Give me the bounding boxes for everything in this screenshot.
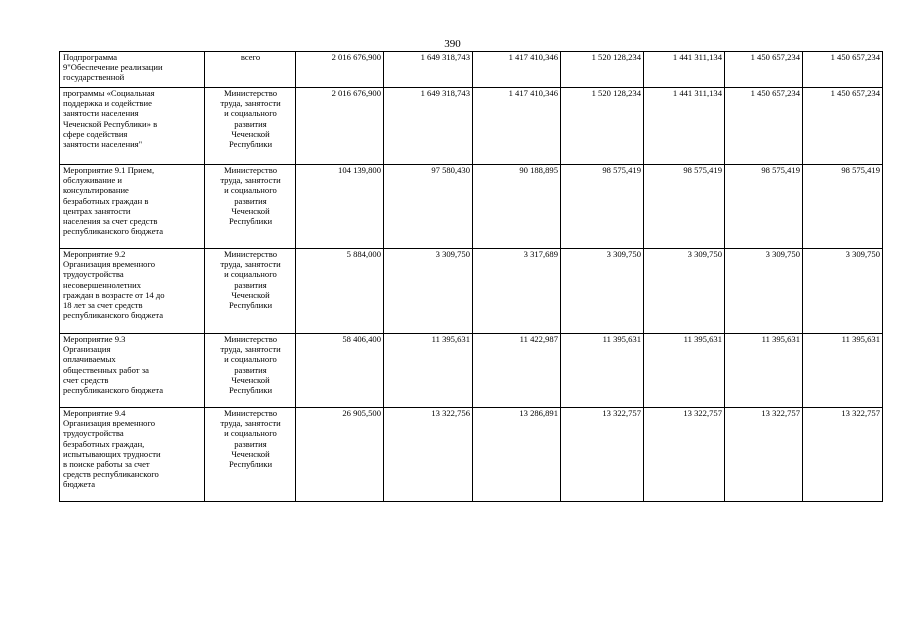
amount-cell: 98 575,419 [561,165,644,249]
amount-cell: 58 406,400 [296,334,384,408]
amount-cell: 5 884,000 [296,249,384,334]
amount-cell: 1 649 318,743 [384,88,473,165]
amount-cell: 1 520 128,234 [561,52,644,88]
budget-table [59,51,883,502]
executor-line: Чеченской [231,374,270,385]
table-row [60,88,883,165]
program-name-line: оплачиваемых [63,354,116,365]
executor-cell [205,88,296,165]
program-name-line: в поиске работы за счет [63,459,150,470]
program-name-line: 18 лет за счет средств [63,300,143,311]
executor-line: развития [234,364,267,375]
executor-line: труда, занятости [220,259,281,270]
amount-cell: 1 441 311,134 [644,88,725,165]
amount-cell: 98 575,419 [644,165,725,249]
amount-cell: 1 441 311,134 [644,52,725,88]
amount-cell: 1 520 128,234 [561,88,644,165]
amount-cell: 13 322,756 [384,408,473,502]
amount-cell: 11 395,631 [644,334,725,408]
program-name-line: трудоустройства [63,269,124,280]
amount-cell: 11 395,631 [803,334,883,408]
executor-line: Республики [228,216,273,227]
executor-line: Республики [228,459,273,470]
program-name-cell [60,408,205,502]
executor-line: Министерство [224,334,277,344]
executor-cell [205,249,296,334]
amount-cell: 3 309,750 [803,249,883,334]
amount-cell: 3 309,750 [725,249,803,334]
amount-cell: 90 188,895 [473,165,561,249]
executor-line: Чеченской [231,205,270,216]
program-name-line: испытывающих трудности [63,448,161,459]
amount-cell: 3 317,689 [473,249,561,334]
executor-line: Чеченской [231,289,270,300]
amount-cell: 1 450 657,234 [725,88,803,165]
executor-line: и социального [224,354,277,365]
page-number: 390 [444,38,461,50]
program-name-line: бюджета [63,479,96,490]
executor-line: и социального [224,269,277,280]
program-name-line: Мероприятие 9.4 [63,408,126,418]
program-name-cell [60,88,205,165]
table-row [60,165,883,249]
amount-cell: 26 905,500 [296,408,384,502]
program-name-line: безработных граждан в [63,195,149,206]
executor-line: труда, занятости [220,344,281,355]
program-name-line: сфере содействия [63,128,128,139]
executor-line: Республики [228,385,273,396]
executor-cell [205,52,296,88]
program-name-line: поддержка и содействие [63,98,152,109]
executor-line: развития [234,438,267,449]
executor-line: Министерство [224,88,277,98]
program-name-line: обслуживание и [63,175,123,186]
amount-cell: 98 575,419 [803,165,883,249]
program-name-cell [60,334,205,408]
table-row [60,52,883,88]
program-name-line: несовершеннолетних [63,279,142,290]
executor-line: Чеченской [231,128,270,139]
program-name-line: консультирование [63,185,129,196]
executor-line: всего [240,52,261,62]
program-name-line: Мероприятие 9.2 [63,249,126,259]
amount-cell: 3 309,750 [561,249,644,334]
amount-cell: 13 322,757 [561,408,644,502]
executor-line: развития [234,118,267,129]
amount-cell: 13 322,757 [725,408,803,502]
program-name-line: занятости населения" [63,139,143,150]
executor-line: Чеченской [231,448,270,459]
program-name-cell [60,249,205,334]
executor-line: Министерство [224,165,277,175]
program-name-line: населения за счет средств [63,216,158,227]
amount-cell: 11 395,631 [725,334,803,408]
program-name-line: безработных граждан, [63,438,145,449]
executor-line: Республики [228,300,273,311]
amount-cell: 1 417 410,346 [473,52,561,88]
amount-cell: 13 286,891 [473,408,561,502]
program-name-line: центрах занятости [63,205,131,216]
executor-line: труда, занятости [220,175,281,186]
executor-cell [205,165,296,249]
program-name-cell [60,52,205,88]
program-name-line: счет средств [63,374,109,385]
executor-line: Республики [228,139,273,150]
executor-line: и социального [224,185,277,196]
amount-cell: 3 309,750 [384,249,473,334]
program-name-line: граждан в возрасте от 14 до [63,289,165,300]
executor-line: труда, занятости [220,418,281,429]
amount-cell: 13 322,757 [644,408,725,502]
program-name-line: Мероприятие 9.3 [63,334,126,344]
executor-line: развития [234,195,267,206]
amount-cell: 11 422,987 [473,334,561,408]
amount-cell: 1 417 410,346 [473,88,561,165]
amount-cell: 104 139,800 [296,165,384,249]
executor-line: развития [234,279,267,290]
executor-cell [205,334,296,408]
amount-cell: 1 450 657,234 [803,52,883,88]
executor-cell [205,408,296,502]
program-name-line: программы «Социальная [63,88,155,98]
program-name-line: Подпрограмма [63,52,118,62]
program-name-line: Организация временного [63,259,156,270]
program-name-line: занятости населения [63,108,139,119]
program-name-line: государственной [63,72,125,83]
program-name-line: Организация временного [63,418,156,429]
amount-cell: 1 450 657,234 [725,52,803,88]
program-name-line: республиканского бюджета [63,385,164,396]
table-row [60,249,883,334]
executor-line: и социального [224,428,277,439]
amount-cell: 3 309,750 [644,249,725,334]
executor-line: и социального [224,108,277,119]
table-row [60,408,883,502]
table-row [60,334,883,408]
program-name-cell [60,165,205,249]
amount-cell: 1 450 657,234 [803,88,883,165]
program-name-line: республиканского бюджета [63,310,164,321]
amount-cell: 2 016 676,900 [296,52,384,88]
program-name-line: Чеченской Республики» в [63,118,158,129]
program-name-line: трудоустройства [63,428,124,439]
amount-cell: 13 322,757 [803,408,883,502]
amount-cell: 1 649 318,743 [384,52,473,88]
amount-cell: 11 395,631 [561,334,644,408]
amount-cell: 98 575,419 [725,165,803,249]
amount-cell: 97 580,430 [384,165,473,249]
program-name-line: общественных работ за [63,364,149,375]
program-name-line: средств республиканского [63,469,159,480]
program-name-line: 9"Обеспечение реализации [63,62,163,73]
program-name-line: республиканского бюджета [63,226,164,237]
executor-line: Министерство [224,408,277,418]
executor-line: Министерство [224,249,277,259]
executor-line: труда, занятости [220,98,281,109]
program-name-line: Организация [63,344,111,355]
program-name-line: Мероприятие 9.1 Прием, [63,165,155,175]
amount-cell: 11 395,631 [384,334,473,408]
amount-cell: 2 016 676,900 [296,88,384,165]
